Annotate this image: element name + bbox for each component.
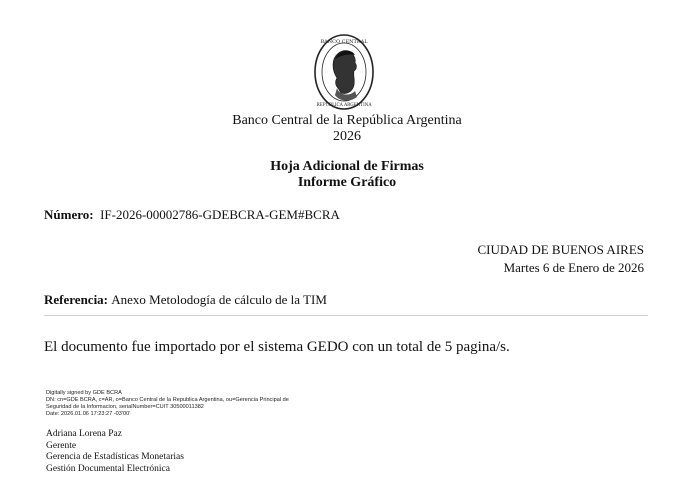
digital-signature bbox=[46, 390, 346, 418]
signer-role: Gerente bbox=[46, 440, 77, 451]
bcra-seal bbox=[313, 33, 375, 111]
signer-department: Gerencia de Estadísticas Monetarias bbox=[46, 452, 184, 462]
divider bbox=[44, 315, 648, 316]
document-title: Hoja Adicional de Firmas bbox=[270, 159, 424, 174]
issuer-year: 2026 bbox=[333, 129, 361, 144]
reference bbox=[44, 292, 327, 308]
seal-text-top: BANCO CENTRAL bbox=[320, 39, 368, 45]
document-number-value: IF-2026-00002786-GDEBCRA-GEM#BCRA bbox=[100, 207, 340, 222]
seal-text-bottom: REPUBLICA ARGENTINA bbox=[316, 102, 372, 107]
reference-label: Referencia: bbox=[44, 292, 109, 307]
city: CIUDAD DE BUENOS AIRES bbox=[477, 242, 644, 257]
document-number-label: Número: bbox=[44, 207, 94, 222]
document-date: Martes 6 de Enero de 2026 bbox=[503, 260, 644, 275]
bcra-seal-icon bbox=[313, 33, 375, 111]
body-text: El documento fue importado por el sistema GEDO con un total de 5 pagina/s. bbox=[44, 339, 510, 355]
reference-value: Anexo Metolodogía de cálculo de la TIM bbox=[111, 292, 327, 307]
signer-name: Adriana Lorena Paz bbox=[46, 429, 122, 439]
digital-signature-line: Seguridad de la Informacion, serialNumber=CUIT 30500011382 bbox=[46, 404, 204, 410]
document-subtitle: Informe Gráfico bbox=[297, 175, 397, 190]
document-number bbox=[44, 207, 340, 223]
digital-signature-line: Digitally signed by GDE BCRA bbox=[46, 390, 122, 396]
issuer-name: Banco Central de la República Argentina bbox=[232, 113, 462, 128]
digital-signature-line: Date: 2026.01.06 17:23:27 -03'00' bbox=[46, 411, 131, 417]
signer-block bbox=[46, 429, 184, 475]
signer-system: Gestión Documental Electrónica bbox=[46, 463, 170, 474]
digital-signature-line: DN: cn=GDE BCRA, c=AR, o=Banco Central de la Republica Argentina, ou=Gerencia Principal de bbox=[46, 397, 289, 403]
